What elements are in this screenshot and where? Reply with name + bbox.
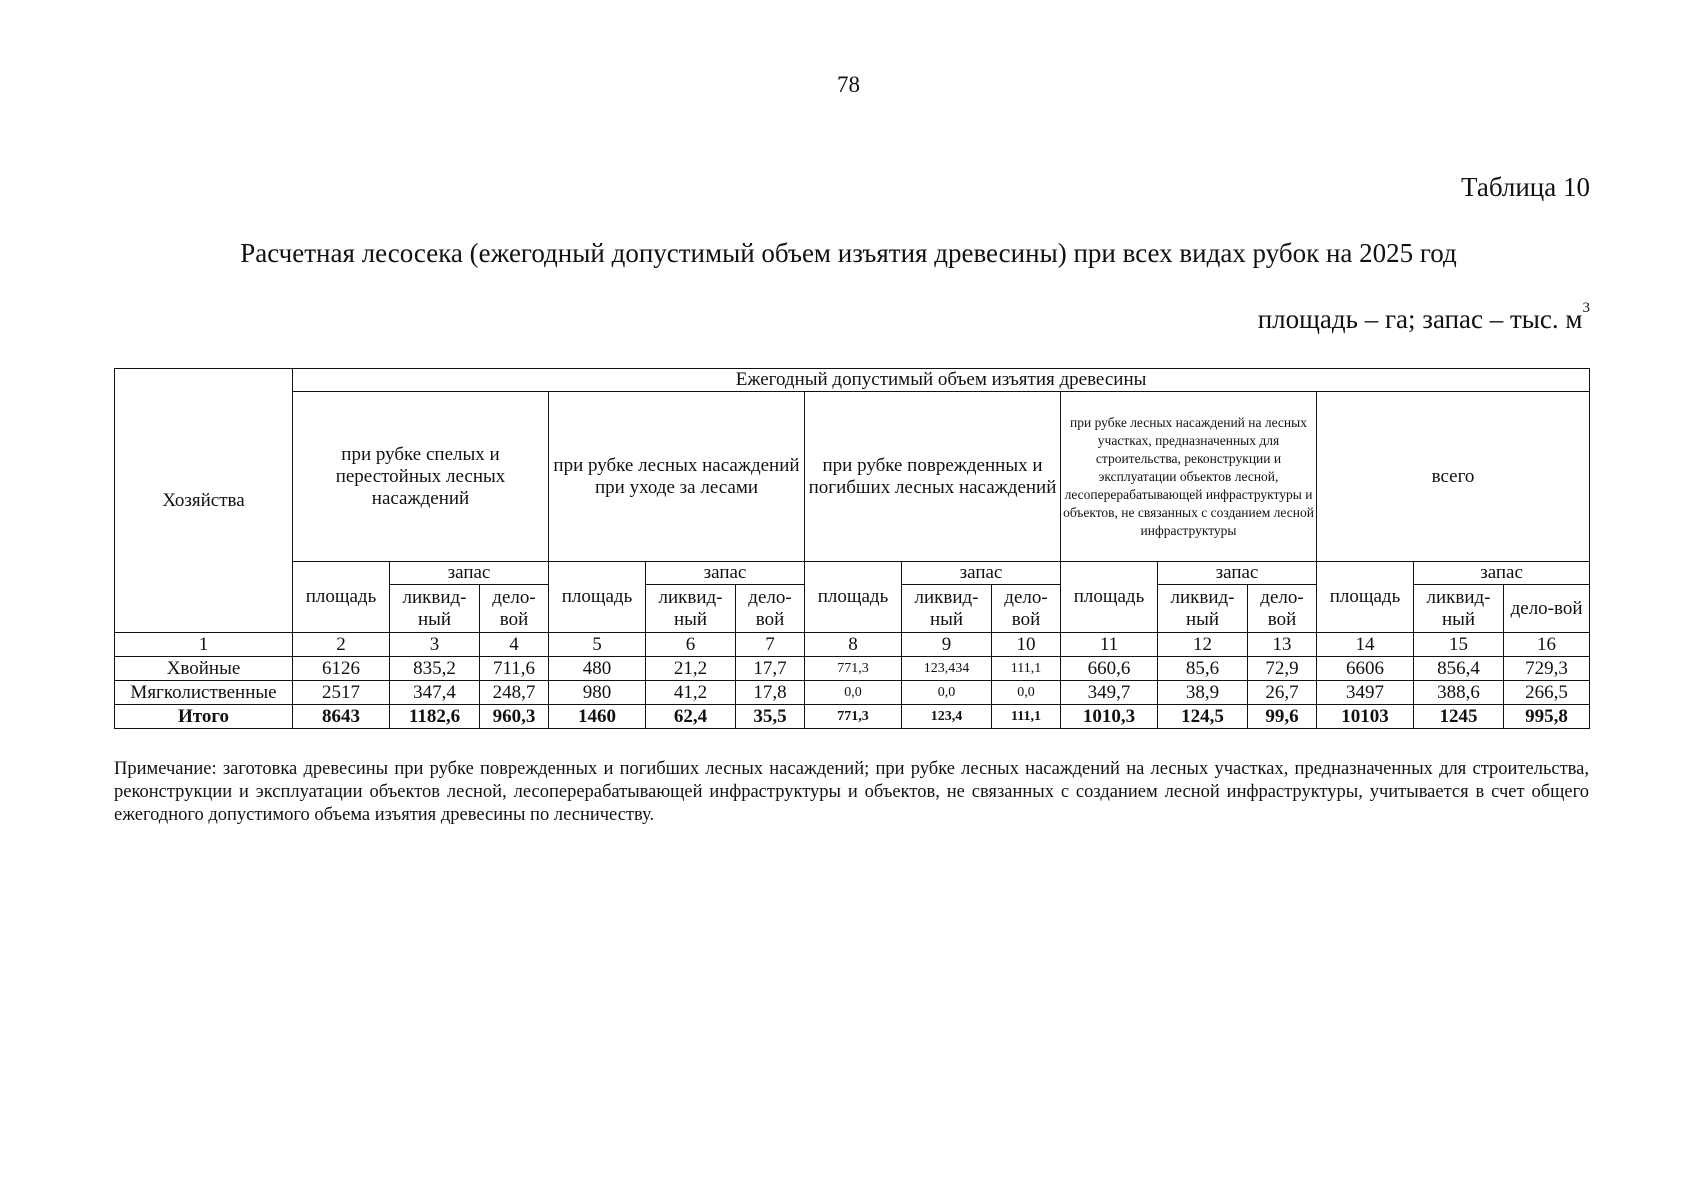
col-number: 11: [1061, 633, 1158, 657]
table-cell: 6126: [293, 657, 390, 681]
table-cell: 856,4: [1414, 657, 1504, 681]
col-number: 7: [736, 633, 805, 657]
table-cell: 0,0: [805, 681, 902, 705]
header-area: площадь: [1317, 562, 1414, 633]
table-cell: 0,0: [992, 681, 1061, 705]
table-cell: 0,0: [902, 681, 992, 705]
col-number: 4: [480, 633, 549, 657]
table-cell: 111,1: [992, 705, 1061, 729]
header-commercial: дело-вой: [1248, 585, 1317, 633]
header-farm: Хозяйства: [115, 369, 293, 633]
header-commercial: дело-вой: [480, 585, 549, 633]
col-number: 16: [1504, 633, 1590, 657]
total-row: [115, 705, 1590, 729]
col-number: 14: [1317, 633, 1414, 657]
table-cell: 771,3: [805, 657, 902, 681]
allowable-cut-table: [114, 368, 1590, 729]
table-cell: 1245: [1414, 705, 1504, 729]
footnote: Примечание: заготовка древесины при рубке поврежденных и погибших лесных насаждений; при рубке лесных насаждений на лесных участках, предназначенных для строительства, реконструкции и эксплуатации объектов лесной, лесоперерабатывающей инфраструктуры и объектов, не связанных с созданием лесной инфраструктуры, учитывается в счет общего ежегодного допустимого объема изъятия древесины по лесничеству.: [114, 759, 1589, 825]
table-cell: 1182,6: [390, 705, 480, 729]
header-damaged: при рубке поврежденных и погибших лесных насаждений: [805, 392, 1061, 562]
col-number: 12: [1158, 633, 1248, 657]
col-number: 13: [1248, 633, 1317, 657]
header-commercial: дело-вой: [1504, 585, 1590, 633]
table-cell: 3497: [1317, 681, 1414, 705]
units-superscript: 3: [1582, 300, 1590, 316]
table-cell: 10103: [1317, 705, 1414, 729]
header-area: площадь: [1061, 562, 1158, 633]
units-text: площадь – га; запас – тыс. м: [1257, 304, 1583, 334]
header-area: площадь: [293, 562, 390, 633]
table-cell: 38,9: [1158, 681, 1248, 705]
table-cell: 35,5: [736, 705, 805, 729]
col-number: 10: [992, 633, 1061, 657]
row-label: Мягколиственные: [115, 681, 293, 705]
table-cell: 124,5: [1158, 705, 1248, 729]
table-cell: 1460: [549, 705, 646, 729]
header-liquid: ликвид-ный: [646, 585, 736, 633]
header-stock: запас: [646, 562, 805, 585]
table-row: [115, 657, 1590, 681]
row-label: Хвойные: [115, 657, 293, 681]
table-cell: 711,6: [480, 657, 549, 681]
table-cell: 266,5: [1504, 681, 1590, 705]
table-label: Таблица 10: [1461, 172, 1590, 202]
col-number: 15: [1414, 633, 1504, 657]
col-number: 8: [805, 633, 902, 657]
table-cell: 21,2: [646, 657, 736, 681]
page-number: 78: [837, 72, 860, 97]
header-stock: запас: [1414, 562, 1590, 585]
table-cell: 123,4: [902, 705, 992, 729]
table-cell: 980: [549, 681, 646, 705]
col-number: 9: [902, 633, 992, 657]
units-note: [1257, 300, 1590, 335]
header-liquid: ликвид-ный: [1414, 585, 1504, 633]
header-liquid: ликвид-ный: [902, 585, 992, 633]
table-cell: 17,7: [736, 657, 805, 681]
col-number: 2: [293, 633, 390, 657]
header-liquid: ликвид-ный: [1158, 585, 1248, 633]
table-cell: 6606: [1317, 657, 1414, 681]
table-cell: 8643: [293, 705, 390, 729]
row-label: Итого: [115, 705, 293, 729]
table-cell: 347,4: [390, 681, 480, 705]
table-cell: 99,6: [1248, 705, 1317, 729]
table-cell: 248,7: [480, 681, 549, 705]
col-number: 3: [390, 633, 480, 657]
table-row: [115, 681, 1590, 705]
table-cell: 26,7: [1248, 681, 1317, 705]
table-cell: 2517: [293, 681, 390, 705]
header-stock: запас: [1158, 562, 1317, 585]
table-title: Расчетная лесосека (ежегодный допустимый объем изъятия древесины) при всех видах рубок на 2025 год: [240, 238, 1457, 268]
col-number: 5: [549, 633, 646, 657]
header-area: площадь: [549, 562, 646, 633]
table-cell: 72,9: [1248, 657, 1317, 681]
table-cell: 17,8: [736, 681, 805, 705]
table-cell: 835,2: [390, 657, 480, 681]
header-care: при рубке лесных насаждений при уходе за лесами: [549, 392, 805, 562]
table-cell: 62,4: [646, 705, 736, 729]
header-stock: запас: [902, 562, 1061, 585]
header-commercial: дело-вой: [992, 585, 1061, 633]
table-cell: 388,6: [1414, 681, 1504, 705]
table-cell: 729,3: [1504, 657, 1590, 681]
header-mature: при рубке спелых и перестойных лесных насаждений: [293, 392, 549, 562]
table-cell: 111,1: [992, 657, 1061, 681]
header-stock: запас: [390, 562, 549, 585]
header-liquid: ликвид-ный: [390, 585, 480, 633]
table-cell: 771,3: [805, 705, 902, 729]
table-cell: 1010,3: [1061, 705, 1158, 729]
table-cell: 349,7: [1061, 681, 1158, 705]
col-number: 1: [115, 633, 293, 657]
header-total: всего: [1317, 392, 1590, 562]
header-construction: при рубке лесных насаждений на лесных участках, предназначенных для строительства, реконструкции и эксплуатации объектов лесной, лесоперерабатывающей инфраструктуры и объектов, не связанных с созданием лесной инфраструктуры: [1061, 392, 1317, 562]
table-cell: 480: [549, 657, 646, 681]
col-number: 6: [646, 633, 736, 657]
header-group: Ежегодный допустимый объем изъятия древесины: [293, 369, 1590, 392]
table-cell: 660,6: [1061, 657, 1158, 681]
table-cell: 123,434: [902, 657, 992, 681]
table-cell: 85,6: [1158, 657, 1248, 681]
header-area: площадь: [805, 562, 902, 633]
header-commercial: дело-вой: [736, 585, 805, 633]
table-cell: 41,2: [646, 681, 736, 705]
table-cell: 995,8: [1504, 705, 1590, 729]
table-cell: 960,3: [480, 705, 549, 729]
